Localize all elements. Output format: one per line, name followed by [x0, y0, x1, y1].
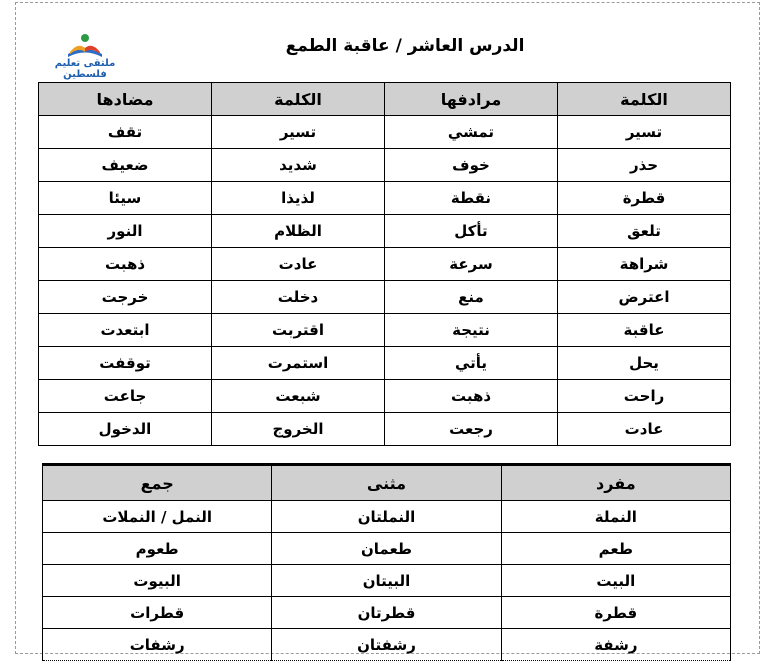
table-row	[39, 149, 731, 182]
table-cell: الظلام	[212, 215, 385, 248]
table-row	[43, 501, 731, 533]
header-synonym: مرادفها	[385, 83, 558, 116]
table-cell: ذهبت	[39, 248, 212, 281]
table-row	[39, 182, 731, 215]
table-cell: قطرة	[501, 597, 730, 629]
table-cell: تلعق	[558, 215, 731, 248]
table-cell: طعوم	[43, 533, 272, 565]
table-cell: النمل / النملات	[43, 501, 272, 533]
table-cell: رشفتان	[272, 629, 501, 661]
table-cell: خوف	[385, 149, 558, 182]
logo-book-icon	[40, 30, 130, 60]
logo	[40, 30, 130, 80]
table-cell: تسير	[212, 116, 385, 149]
page-title: الدرس العاشر / عاقبة الطمع	[285, 36, 525, 56]
table-cell: منع	[385, 281, 558, 314]
header-singular: مفرد	[501, 465, 730, 501]
table-cell: قطرتان	[272, 597, 501, 629]
table-cell: راحت	[558, 380, 731, 413]
table-row	[39, 281, 731, 314]
header-antonym: مضادها	[39, 83, 212, 116]
table-row	[39, 248, 731, 281]
table-header-row	[43, 465, 731, 501]
table-cell: ذهبت	[385, 380, 558, 413]
table-cell: دخلت	[212, 281, 385, 314]
table-cell: تقف	[39, 116, 212, 149]
table-cell: عاقبة	[558, 314, 731, 347]
table-cell: رجعت	[385, 413, 558, 446]
table-cell: عادت	[212, 248, 385, 281]
header-dual: مثنى	[272, 465, 501, 501]
table-cell: قطرات	[43, 597, 272, 629]
logo-text: ملتقى تعليم فلسطين	[54, 58, 116, 80]
table-cell: اقتربت	[212, 314, 385, 347]
table-cell: يحل	[558, 347, 731, 380]
table-cell: ضعيف	[39, 149, 212, 182]
table-row	[43, 565, 731, 597]
table-cell: قطرة	[558, 182, 731, 215]
table-cell: الخروج	[212, 413, 385, 446]
table-cell: سرعة	[385, 248, 558, 281]
table-row	[43, 597, 731, 629]
table-row	[39, 314, 731, 347]
table-cell: البيت	[501, 565, 730, 597]
table-cell: نتيجة	[385, 314, 558, 347]
table-cell: الدخول	[39, 413, 212, 446]
table-row	[39, 215, 731, 248]
table-cell: توقفت	[39, 347, 212, 380]
table-cell: تأكل	[385, 215, 558, 248]
table-row	[39, 380, 731, 413]
table-cell: النملتان	[272, 501, 501, 533]
table-cell: تمشي	[385, 116, 558, 149]
singular-dual-plural-table	[42, 463, 731, 661]
table-cell: خرجت	[39, 281, 212, 314]
table-row	[39, 413, 731, 446]
table-cell: يأتي	[385, 347, 558, 380]
table-cell: النور	[39, 215, 212, 248]
table-cell: رشفات	[43, 629, 272, 661]
vocabulary-table	[38, 82, 731, 446]
header-plural: جمع	[43, 465, 272, 501]
table-cell: حذر	[558, 149, 731, 182]
table-cell: استمرت	[212, 347, 385, 380]
table-cell: شديد	[212, 149, 385, 182]
table-cell: سيئا	[39, 182, 212, 215]
table-row	[39, 116, 731, 149]
table-cell: طعمان	[272, 533, 501, 565]
table-cell: اعترض	[558, 281, 731, 314]
table-row	[39, 347, 731, 380]
table-cell: النملة	[501, 501, 730, 533]
table-cell: رشفة	[501, 629, 730, 661]
header-word-2: الكلمة	[212, 83, 385, 116]
table-row	[43, 533, 731, 565]
table-row	[43, 629, 731, 661]
table-cell: جاعت	[39, 380, 212, 413]
table-cell: عادت	[558, 413, 731, 446]
table-cell: تسير	[558, 116, 731, 149]
table-header-row	[39, 83, 731, 116]
table-cell: البيتان	[272, 565, 501, 597]
table-cell: شراهة	[558, 248, 731, 281]
table-cell: شبعت	[212, 380, 385, 413]
table-cell: طعم	[501, 533, 730, 565]
table-cell: البيوت	[43, 565, 272, 597]
table-cell: نقطة	[385, 182, 558, 215]
table-cell: ابتعدت	[39, 314, 212, 347]
header-word: الكلمة	[558, 83, 731, 116]
table-cell: لذيذا	[212, 182, 385, 215]
